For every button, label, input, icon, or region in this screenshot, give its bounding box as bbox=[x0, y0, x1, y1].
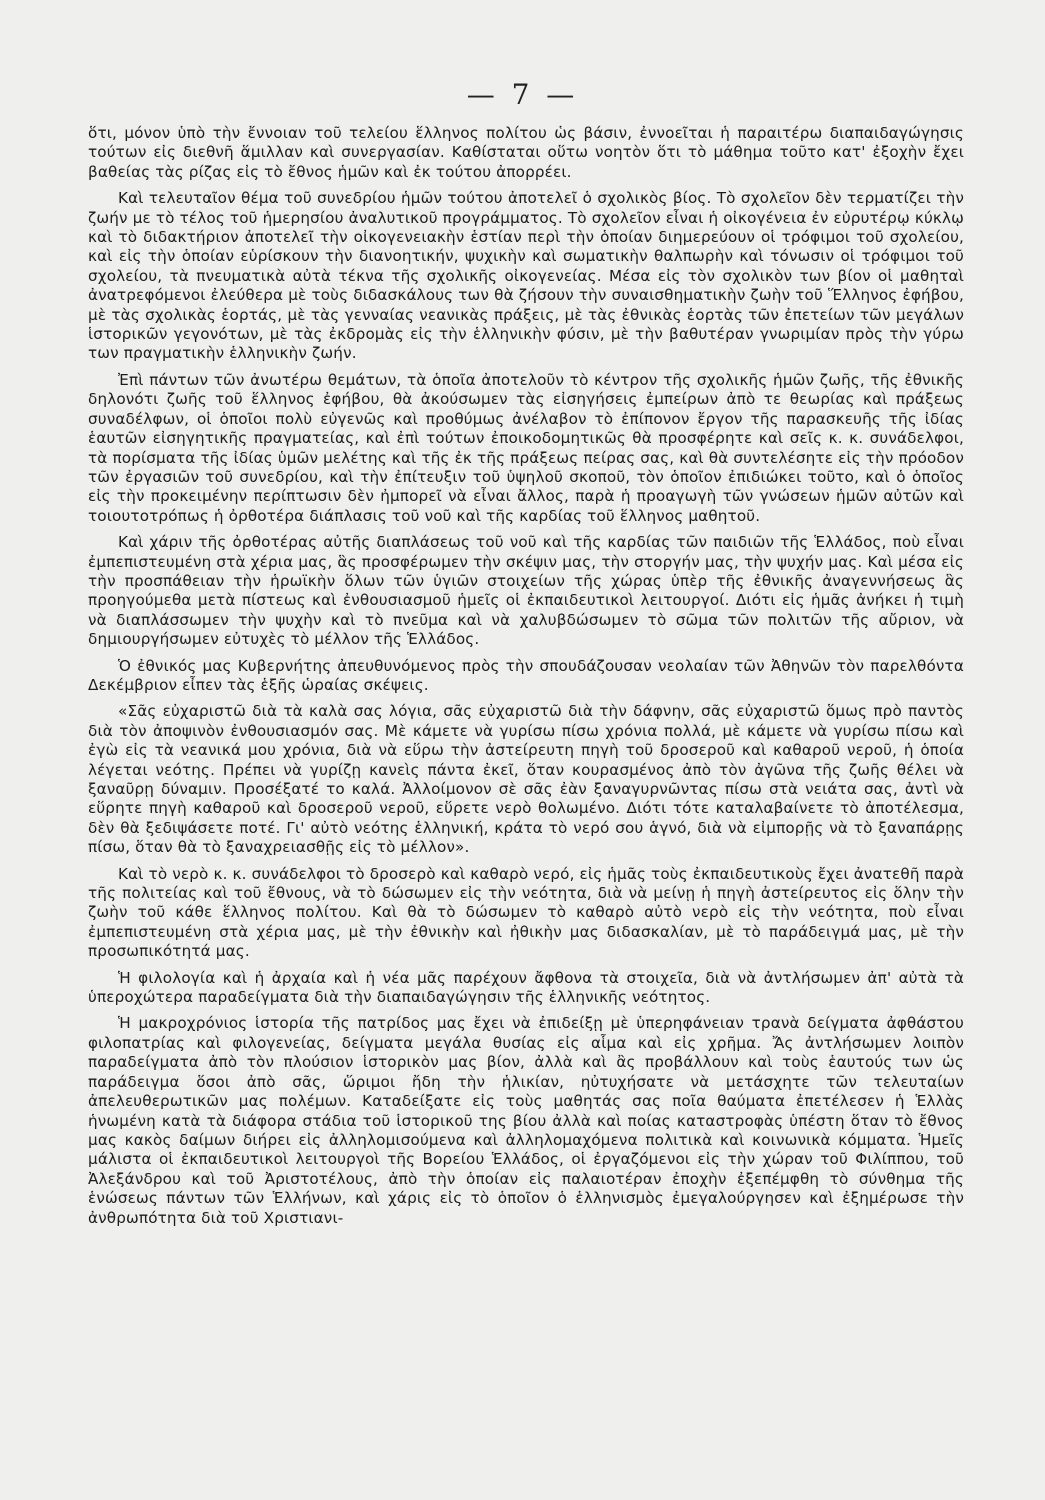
paragraph-5: Ὁ ἐθνικός μας Κυβερνήτης ἀπευθυνόμενος πρὸς τὴν σπουδάζουσαν νεολαίαν τῶν Ἀθηνῶν τὸν παρελθόντα Δεκέμβριον εἶπεν τὰς ἑξῆς ὡραίας σκέψεις. bbox=[88, 656, 964, 694]
paragraph-4: Καὶ χάριν τῆς ὀρθοτέρας αὐτῆς διαπλάσεως τοῦ νοῦ καὶ τῆς καρδίας τῶν παιδιῶν τῆς Ἑλλάδος, ποὺ εἶναι ἐμπεπιστευμένη στὰ χέρια μας, ἃς προσφέρωμεν τὴν σκέψιν μας, τὴν στοργήν μας, τὴν ψυχήν μας. Καὶ μέσα εἰς τὴν προσπάθειαν τὴν ἡρωϊκὴν ὅλων τῶν ὑγιῶν στοιχείων τῆς χώρας ὑπὲρ τῆς ἐθνικῆς ἀναγεννήσεως ἃς προηγούμεθα μετὰ πίστεως καὶ ἐνθουσιασμοῦ ἡμεῖς οἱ ἐκπαιδευτικοὶ λειτουργοί. Διότι εἰς ἡμᾶς ἀνήκει ἡ τιμὴ νὰ διαπλάσσωμεν τὴν ψυχὴν καὶ τὸ πνεῦμα καὶ νὰ χαλυβδώσωμεν τὸ σῶμα τῶν πολιτῶν τῆς αὔριον, νὰ δημιουργήσωμεν εὐτυχὲς τὸ μέλλον τῆς Ἑλλάδος. bbox=[88, 533, 964, 649]
paragraph-2: Καὶ τελευταῖον θέμα τοῦ συνεδρίου ἡμῶν τούτου ἀποτελεῖ ὁ σχολικὸς βίος. Τὸ σχολεῖον δὲν τερματίζει τὴν ζωήν με τὸ τέλος τοῦ ἡμερησίου ἀναλυτικοῦ προγράμματος. Τὸ σχολεῖον εἶναι ἡ οἰκογένεια ἐν εὐρυτέρῳ κύκλῳ καὶ τὸ διδακτήριον ἀποτελεῖ τὴν οἰκογενειακὴν ἑστίαν περὶ τὴν ὁποίαν διημερεύουν οἱ τρόφιμοι τοῦ σχολείου, καὶ εἰς τὴν ὁποίαν εὑρίσκουν τὴν διανοητικήν, ψυχικὴν καὶ σωματικὴν θαλπωρὴν καὶ τόνωσιν οἱ τρόφιμοι τοῦ σχολείου, τὰ πνευματικὰ αὐτὰ τέκνα τῆς σχολικῆς οἰκογενείας. Μέσα εἰς τὸν σχολικὸν των βίον οἱ μαθηταὶ ἀνατρεφόμενοι ἐλεύθερα μὲ τοὺς διδασκάλους των θὰ ζήσουν τὴν συναισθηματικὴν ζωὴν τοῦ Ἕλληνος ἐφήβου, μὲ τὰς σχολικὰς ἑορτάς, μὲ τὰς γενναίας νεανικὰς πράξεις, μὲ τὰς ἐθνικὰς ἑορτὰς τῶν ἐπετείων τῶν μεγάλων ἱστορικῶν γεγονότων, μὲ τὰς ἐκδρομὰς εἰς τὴν ἑλληνικὴν φύσιν, μὲ τὴν βαθυτέραν γνωριμίαν πρὸς τὴν γύρω των πραγματικὴν ἑλληνικὴν ζωήν. bbox=[88, 189, 964, 363]
paragraph-7: Καὶ τὸ νερὸ κ. κ. συνάδελφοι τὸ δροσερὸ καὶ καθαρὸ νερό, εἰς ἡμᾶς τοὺς ἐκπαιδευτικοὺς ἔχει ἀνατεθῆ παρὰ τῆς πολιτείας καὶ τοῦ ἔθνους, νὰ τὸ δώσωμεν εἰς τὴν νεότητα, διὰ νὰ μείνῃ ἡ πηγὴ ἀστείρευτος εἰς ὅλην τὴν ζωὴν τοῦ κάθε ἕλληνος πολίτου. Καὶ θὰ τὸ δώσωμεν τὸ καθαρὸ αὐτὸ νερὸ εἰς τὴν νεότητα, ποὺ εἶναι ἐμπεπιστευμένη στὰ χέρια μας, μὲ τὴν ἐθνικὴν καὶ ἠθικὴν μας διδασκαλίαν, μὲ τὸ παράδειγμά μας, μὲ τὴν προσωπικότητά μας. bbox=[88, 864, 964, 961]
paragraph-6-quote: «Σᾶς εὐχαριστῶ διὰ τὰ καλὰ σας λόγια, σᾶς εὐχαριστῶ διὰ τὴν δάφνην, σᾶς εὐχαριστῶ ὅμως πρὸ παντὸς διὰ τὸν ἀποψινὸν ἐνθουσιασμόν σας. Μὲ κάμετε νὰ γυρίσω πίσω χρόνια πολλά, μὲ κάμετε νὰ γυρίσω πίσω καὶ ἐγὼ εἰς τὰ νεανικά μου χρόνια, διὰ νὰ εὕρω τὴν ἀστείρευτη πηγὴ τοῦ δροσεροῦ καὶ καθαροῦ νεροῦ, ἡ ὁποία λέγεται νεότης. Πρέπει νὰ γυρίζῃ κανεὶς πάντα ἐκεῖ, ὅταν κουρασμένος ἀπὸ τὸν ἀγῶνα τῆς ζωῆς θέλει νὰ ξαναῦρῃ δύναμιν. Προσέξατέ το καλά. Ἀλλοίμονον σὲ σᾶς ἐὰν ξαναγυρνῶντας πίσω στὰ νειάτα σας, ἀντὶ νὰ εὕρητε πηγὴ καθαροῦ καὶ δροσεροῦ νεροῦ, εὕρετε νερὸ θολωμένο. Διότι τότε καταλαβαίνετε τὸ ἀποτέλεσμα, δὲν θὰ ξεδιψάσετε ποτέ. Γι' αὐτὸ νεότης ἑλληνική, κράτα τὸ νερό σου ἁγνό, διὰ νὰ εἰμπορῇς νὰ τὸ ξαναπάρῃς πίσω, ὅταν θὰ τὸ ξαναχρειασθῇς εἰς τὸ μέλλον». bbox=[88, 702, 964, 857]
page-number: — 7 — bbox=[466, 78, 579, 111]
paragraph-9: Ἡ μακροχρόνιος ἱστορία τῆς πατρίδος μας ἔχει νὰ ἐπιδείξῃ μὲ ὑπερηφάνειαν τρανὰ δείγματα ἀφθάστου φιλοπατρίας καὶ φιλογενείας, δείγματα μεγάλα θυσίας εἰς αἷμα καὶ εἰς χρῆμα. Ἄς ἀντλήσωμεν λοιπὸν παραδείγματα ἀπὸ τὸν πλούσιον ἱστορικὸν μας βίον, ἀλλὰ καὶ ἂς προβάλλουν καὶ τοὺς ἑαυτούς των ὡς παράδειγμα ὅσοι ἀπὸ σᾶς, ὥριμοι ἤδη τὴν ἡλικίαν, ηὐτυχήσατε νὰ μετάσχητε τῶν τελευταίων ἀπελευθερωτικῶν μας πολέμων. Καταδείξατε εἰς τοὺς μαθητάς σας ποῖα θαύματα ἐπετέλεσεν ἡ Ἑλλὰς ἡνωμένη κατὰ τὰ διάφορα στάδια τοῦ ἱστορικοῦ της βίου ἀλλὰ καὶ ποίας καταστροφὰς ὑπέστη ὅταν τὸ ἔθνος μας κακὸς δαίμων διήρει εἰς ἀλληλομισούμενα καὶ ἀλληλομαχόμενα πολιτικὰ καὶ κοινωνικὰ κόμματα. Ἡμεῖς μάλιστα οἱ ἐκπαιδευτικοὶ λειτουργοὶ τῆς Βορείου Ἑλλάδος, οἱ ἐργαζόμενοι εἰς τὴν χώραν τοῦ Φιλίππου, τοῦ Ἀλεξάνδρου καὶ τοῦ Ἀριστοτέλους, ἀπὸ τὴν ὁποίαν εἰς παλαιοτέραν ἐποχὴν ἐξεπέμφθη τὸ σύνθημα τῆς ἑνώσεως πάντων τῶν Ἑλλήνων, καὶ χάρις εἰς τὸ ὁποῖον ὁ ἑλληνισμὸς ἐμεγαλούργησεν καὶ ἐξημέρωσε τὴν ἀνθρωπότητα διὰ τοῦ Χριστιανι- bbox=[88, 1014, 964, 1227]
text-body bbox=[88, 124, 964, 1235]
paragraph-1: ὅτι, μόνον ὑπὸ τὴν ἔννοιαν τοῦ τελείου ἕλληνος πολίτου ὡς βάσιν, ἐννοεῖται ἡ παραιτέρω διαπαιδαγώγησις τούτων εἰς διεθνῆ ἅμιλλαν καὶ συνεργασίαν. Καθίσταται οὕτω νοητὸν ὅτι τὸ μάθημα τοῦτο κατ' ἐξοχὴν ἔχει βαθείας τὰς ρίζας εἰς τὸ ἔθνος ἡμῶν καὶ ἐκ τούτου ἀπορρέει. bbox=[88, 124, 964, 181]
paragraph-3: Ἐπὶ πάντων τῶν ἀνωτέρω θεμάτων, τὰ ὁποῖα ἀποτελοῦν τὸ κέντρον τῆς σχολικῆς ἡμῶν ζωῆς, τῆς ἐθνικῆς δηλονότι ζωῆς τοῦ ἕλληνος ἐφήβου, θὰ ἀκούσωμεν τὰς εἰσηγήσεις ἐμπείρων ἀπὸ τε θεωρίας καὶ πράξεως συναδέλφων, οἱ ὁποῖοι πολὺ εὐγενῶς καὶ προθύμως ἀνέλαβον τὸ ἐπίπονον ἔργον τῆς παρασκευῆς τῆς ἰδίας ἑαυτῶν εἰσηγητικῆς πραγματείας, καὶ ἐπὶ τούτων ἐποικοδομητικῶς θὰ προσφέρητε καὶ σεῖς κ. κ. συνάδελφοι, τὰ πορίσματα τῆς ἰδίας ὑμῶν μελέτης καὶ τῆς ἐκ τῆς πράξεως πείρας σας, καὶ θὰ συντελέσητε εἰς τὴν πρόοδον τῶν ἐργασιῶν τοῦ συνεδρίου, καὶ τὴν ἐπίτευξιν τοῦ ὑψηλοῦ σκοποῦ, τὸν ὁποῖον ἐπιδιώκει τοῦτο, καὶ ὁ ὁποῖος εἰς τὴν προκειμένην περίπτωσιν δὲν ἠμπορεῖ νὰ εἶναι ἄλλος, παρὰ ἡ προαγωγὴ τῶν γνώσεων ἡμῶν αὐτῶν καὶ τοιουτοτρόπως ἡ ὀρθοτέρα διάπλασις τοῦ νοῦ καὶ τῆς καρδίας τοῦ ἕλληνος μαθητοῦ. bbox=[88, 370, 964, 525]
paragraph-8: Ἡ φιλολογία καὶ ἡ ἀρχαία καὶ ἡ νέα μᾶς παρέχουν ἄφθονα τὰ στοιχεῖα, διὰ νὰ ἀντλήσωμεν ἀπ' αὐτὰ τὰ ὑπεροχώτερα παραδείγματα διὰ τὴν διαπαιδαγώγησιν τῆς ἑλληνικῆς νεότητος. bbox=[88, 968, 964, 1007]
